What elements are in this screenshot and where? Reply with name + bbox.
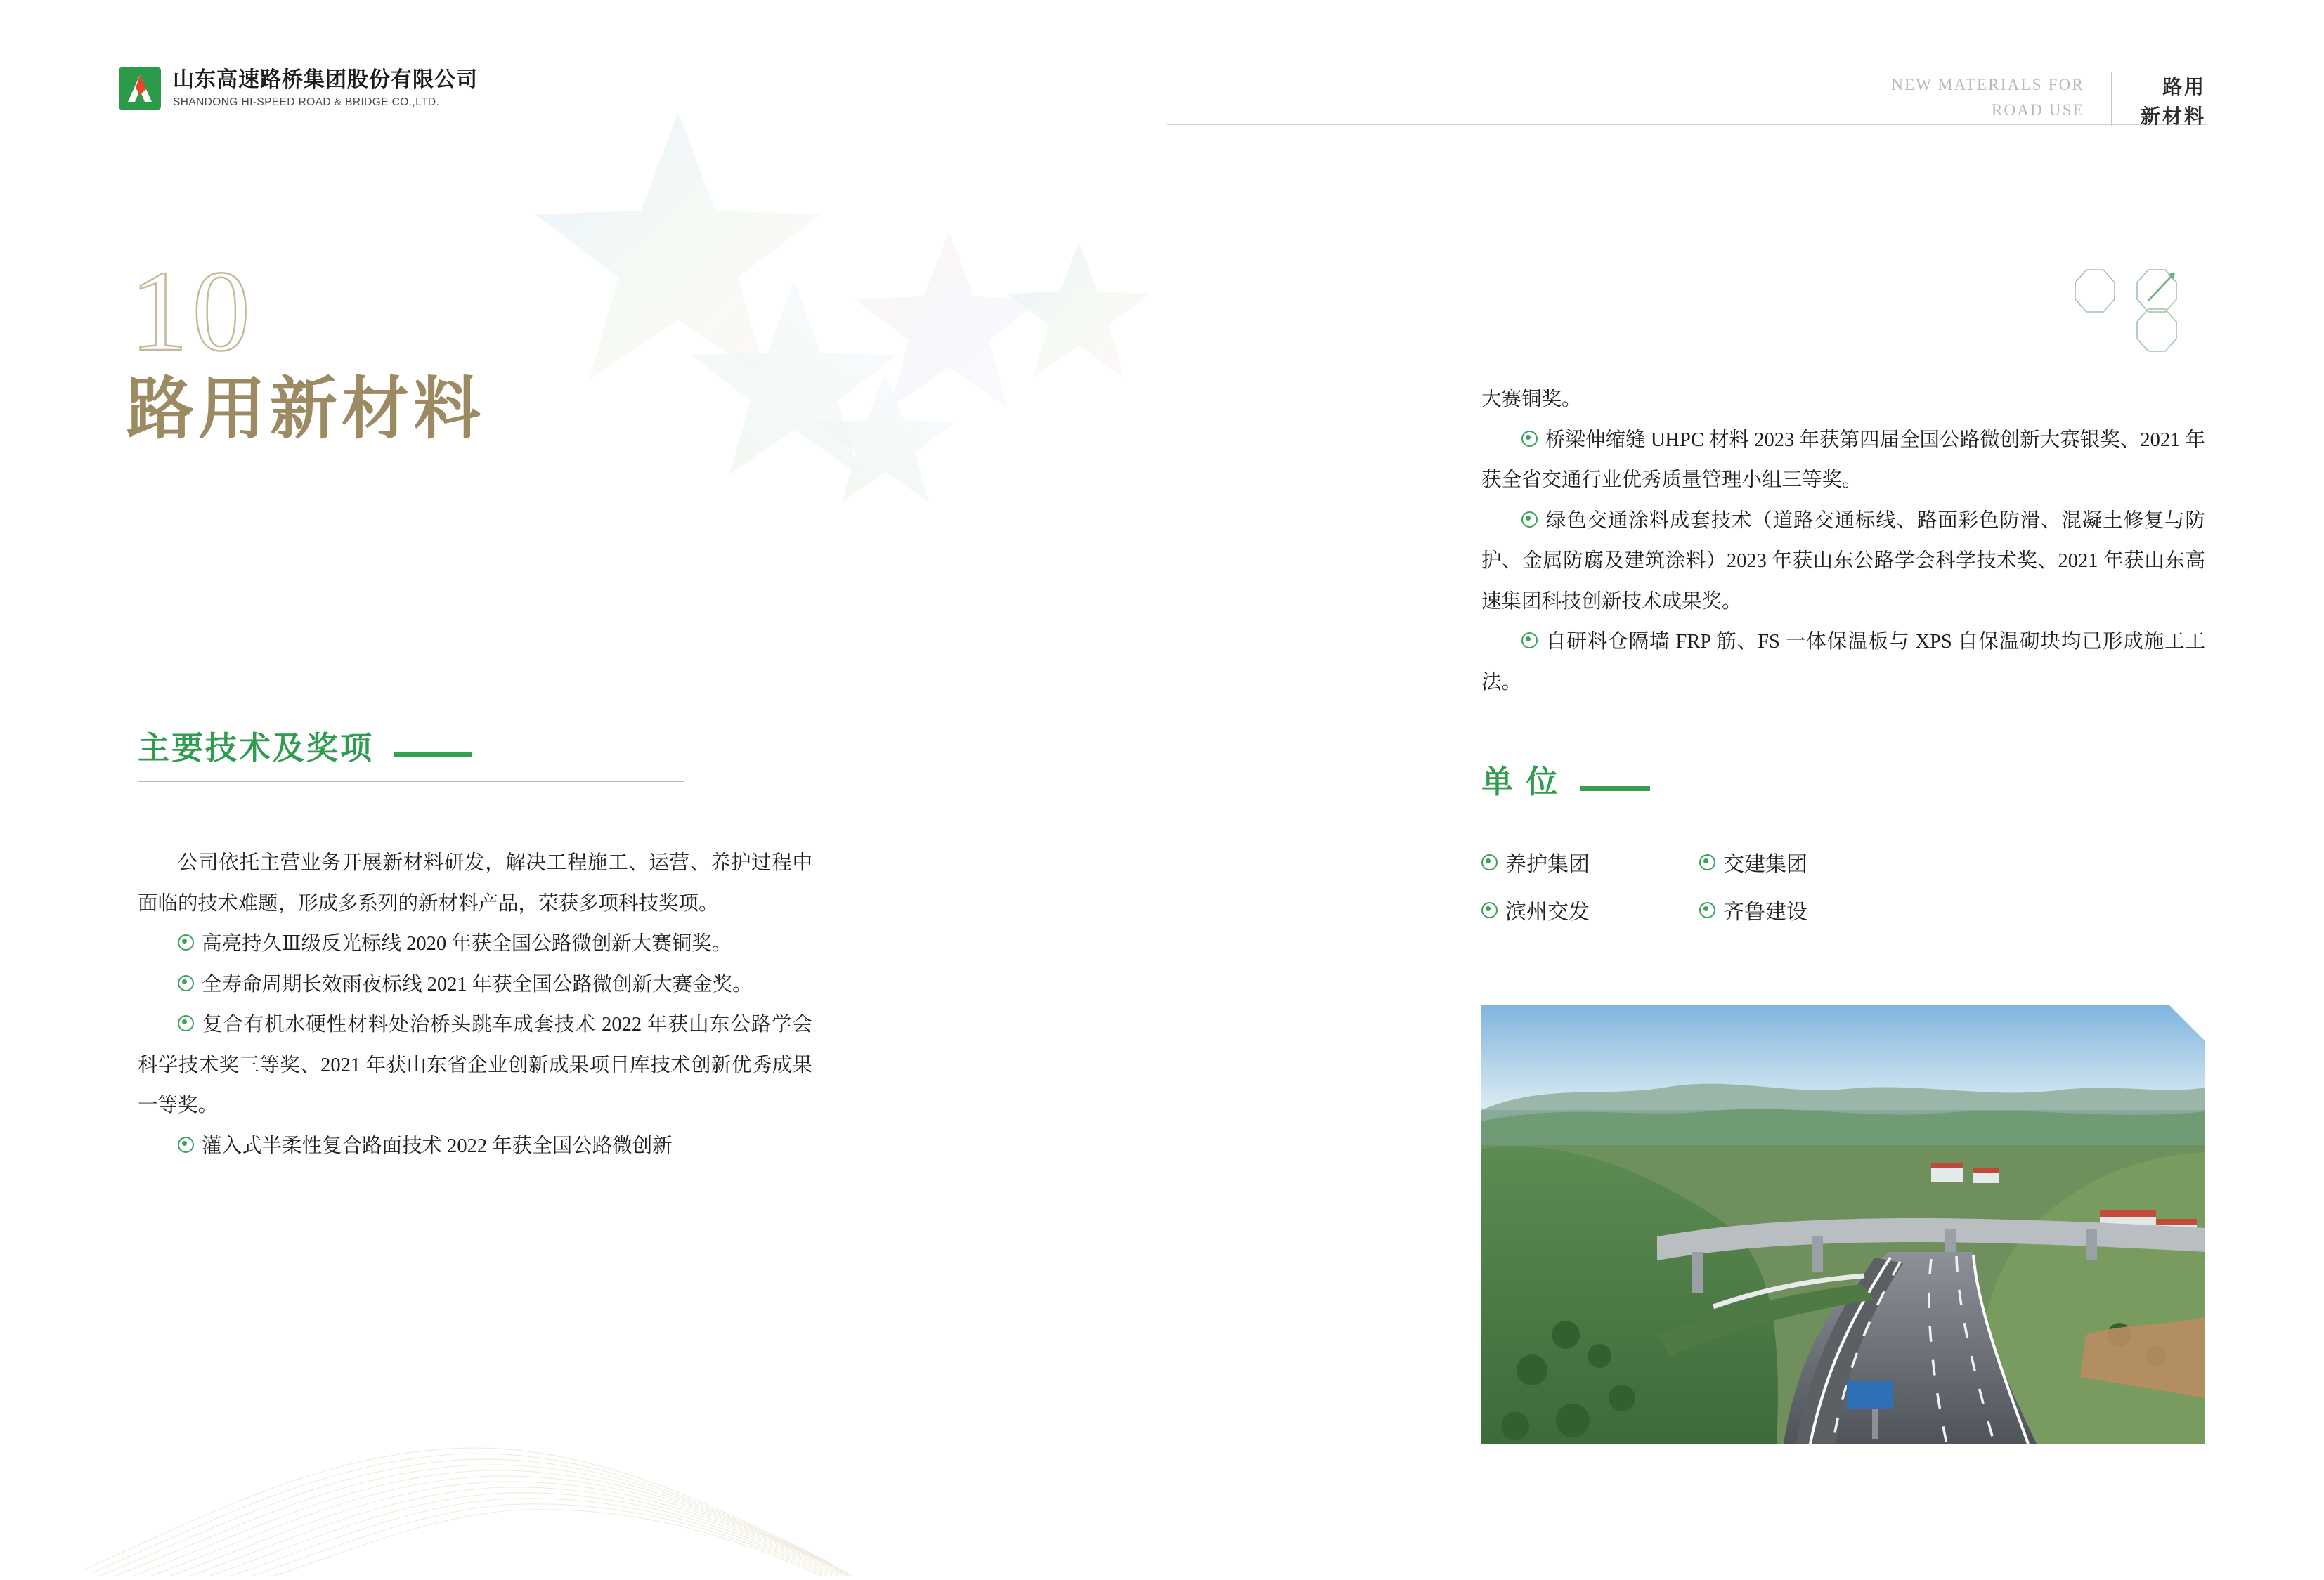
- left-column-paragraph: 公司依托主营业务开展新材料研发，解决工程施工、运营、养护过程中面临的技术难题，形成多系列的新材料产品，荣获多项科技奖项。: [138, 852, 812, 915]
- left-column-bullet-paragraph: [138, 1005, 812, 1126]
- bullet-dot-icon: [1481, 854, 1498, 870]
- running-head-cn-line2: 新材料: [2140, 105, 2206, 127]
- body-text-right-column: [1481, 379, 2205, 703]
- section-heading-main-tech: [138, 731, 472, 766]
- unit-item: [1699, 894, 2205, 925]
- bullet-dot-icon: [1521, 511, 1538, 528]
- unit-list: [1481, 847, 2205, 925]
- bullet-dot-icon: [1521, 632, 1538, 648]
- bullet-dot-icon: [178, 975, 194, 991]
- bullet-dot-icon: [178, 934, 194, 951]
- paragraph-text: 高亮持久Ⅲ级反光标线 2020 年获全国公路微创新大赛铜奖。: [202, 933, 732, 955]
- running-head-cn-line1: 路用: [2162, 76, 2206, 98]
- unit-item-label: 交建集团: [1723, 853, 1807, 876]
- running-head-separator: [2111, 72, 2112, 126]
- right-column-paragraph: 大赛铜奖。: [1481, 389, 1582, 410]
- chapter-number: 10: [130, 247, 254, 375]
- left-column-bullet-paragraph: [138, 1126, 812, 1167]
- highway-aerial-photo: [1481, 1005, 2205, 1444]
- right-column-bullet-paragraph: [1481, 420, 2205, 501]
- section-accent-bar: [394, 752, 472, 757]
- paragraph-text: 自研料仓隔墙 FRP 筋、FS 一体保温板与 XPS 自保温砌块均已形成施工工法。: [1481, 631, 2205, 693]
- mountain-road-logo-icon: [118, 67, 162, 110]
- unit-item-label: 养护集团: [1505, 853, 1590, 876]
- paragraph-text: 绿色交通涂料成套技术（道路交通标线、路面彩色防滑、混凝土修复与防护、金属防腐及建筑涂料）2023 年获山东公路学会科学技术奖、2021 年获山东高速集团科技创新技术成果奖。: [1481, 509, 2205, 613]
- running-head-cn: [2138, 72, 2206, 131]
- paragraph-text: 桥梁伸缩缝 UHPC 材料 2023 年获第四届全国公路微创新大赛银奖、2021 年获全省交通行业优秀质量管理小组三等奖。: [1481, 429, 2205, 492]
- bullet-dot-icon: [1699, 902, 1715, 918]
- running-head: [1891, 72, 2206, 131]
- body-text-left-column: [138, 843, 812, 1167]
- bullet-dot-icon: [1481, 902, 1498, 918]
- decorative-badges: [2065, 266, 2206, 357]
- bullet-dot-icon: [178, 1015, 194, 1031]
- page-header: [0, 67, 2324, 130]
- right-column-bullet-paragraph: [1481, 622, 2205, 703]
- running-head-en-line1: NEW MATERIALS FOR: [1891, 76, 2084, 93]
- company-name-en: SHANDONG HI-SPEED ROAD & BRIDGE CO.,LTD.: [173, 96, 440, 108]
- paragraph-text: 复合有机水硬性材料处治桥头跳车成套技术 2022 年获山东公路学会科学技术奖三等奖、2021 年获山东省企业创新成果项目库技术创新优秀成果一等奖。: [138, 1014, 812, 1117]
- company-logo: [118, 67, 478, 110]
- left-column-bullet-paragraph: [138, 924, 812, 965]
- running-head-en-line2: ROAD USE: [1992, 100, 2084, 119]
- right-column-bullet-paragraph: [1481, 501, 2205, 622]
- section-heading-unit: [1481, 764, 1650, 799]
- decorative-wave-lines: [84, 1281, 857, 1576]
- running-head-en: [1891, 72, 2111, 122]
- bullet-dot-icon: [1699, 854, 1715, 870]
- section-accent-bar: [1580, 786, 1650, 791]
- bullet-dot-icon: [178, 1137, 194, 1153]
- left-column-bullet-paragraph: [138, 965, 812, 1005]
- paragraph-text: 灌入式半柔性复合路面技术 2022 年获全国公路微创新: [202, 1135, 673, 1157]
- unit-item: [1699, 847, 2205, 877]
- section-underline-main-tech: [138, 781, 684, 782]
- unit-item-label: 齐鲁建设: [1723, 901, 1807, 924]
- company-name-cn: 山东高速路桥集团股份有限公司: [173, 68, 478, 92]
- decorative-stars: [492, 105, 1406, 597]
- bullet-dot-icon: [1521, 431, 1538, 447]
- section-title-text: 主要技术及奖项: [138, 730, 375, 766]
- section-title-text: 单 位: [1481, 764, 1560, 799]
- unit-item: [1481, 894, 1699, 925]
- unit-item: [1481, 847, 1699, 877]
- chapter-title: 路用新材料: [126, 372, 485, 447]
- paragraph-text: 全寿命周期长效雨夜标线 2021 年获全国公路微创新大赛金奖。: [202, 973, 753, 995]
- unit-item-label: 滨州交发: [1505, 901, 1590, 924]
